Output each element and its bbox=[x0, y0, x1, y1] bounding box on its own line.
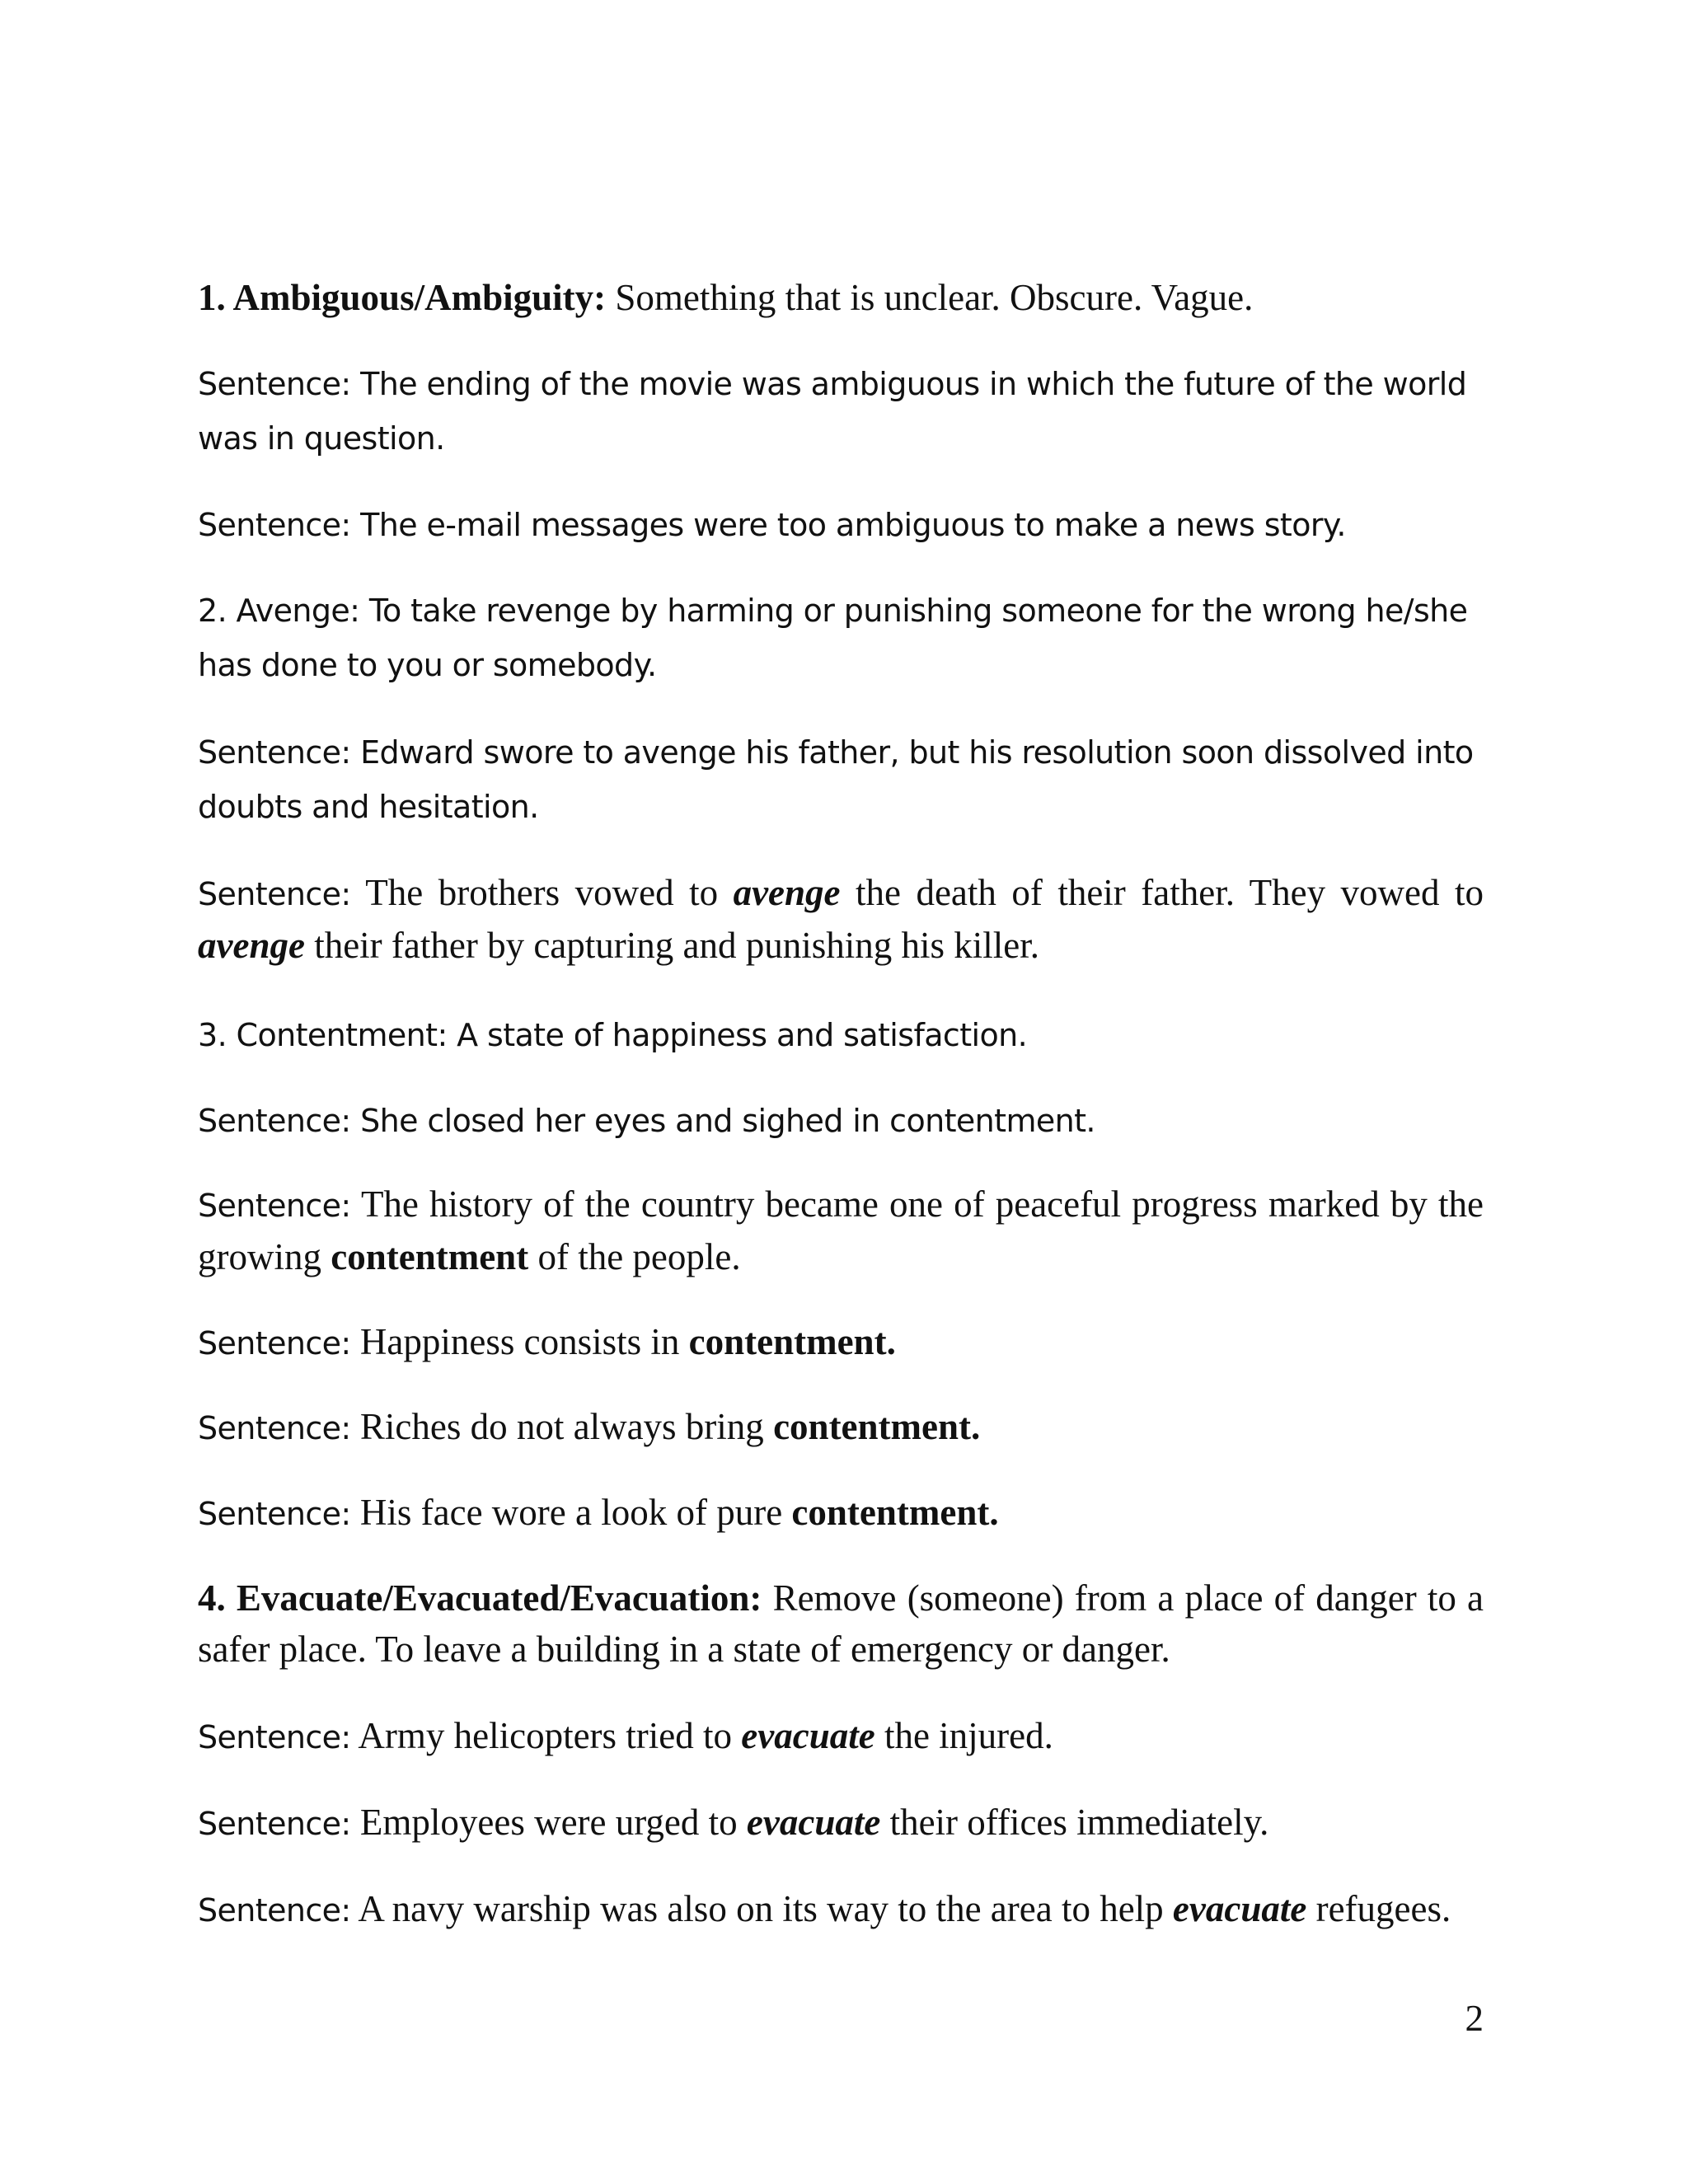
sentence-text: His face wore a look of pure bbox=[350, 1492, 792, 1533]
entry-contentment-heading: 3. Contentment: A state of happiness and satisfaction. bbox=[198, 1017, 1028, 1053]
sentence-label: Sentence: bbox=[198, 876, 351, 912]
keyword: evacuate bbox=[1172, 1888, 1307, 1929]
example-sentence bbox=[198, 1797, 1484, 1849]
keyword: contentment. bbox=[773, 1406, 981, 1447]
sentence-text: Army helicopters tried to bbox=[350, 1715, 742, 1756]
example-sentence bbox=[198, 1487, 1484, 1540]
sentence-label: Sentence: bbox=[198, 1325, 351, 1361]
sentence-label: Sentence: bbox=[198, 1719, 351, 1755]
keyword: avenge bbox=[733, 872, 841, 913]
sentence-label: Sentence: bbox=[198, 1188, 351, 1224]
keyword: contentment. bbox=[791, 1492, 999, 1533]
sentence-text: their offices immediately. bbox=[880, 1802, 1269, 1843]
keyword: contentment bbox=[331, 1236, 529, 1277]
sentence-text: refugees. bbox=[1306, 1888, 1451, 1929]
sentence-text: Riches do not always bring bbox=[350, 1406, 774, 1447]
sentence-text: Happiness consists in bbox=[350, 1321, 689, 1362]
example-sentence: Sentence: Edward swore to avenge his father, but his resolution soon dissolved into doubts and hesitation. bbox=[198, 734, 1474, 825]
sentence-text: The brothers vowed to bbox=[350, 872, 734, 913]
keyword: avenge bbox=[198, 925, 305, 966]
example-sentence bbox=[198, 867, 1484, 971]
entry-ambiguous-heading bbox=[198, 272, 1484, 323]
sentence-label: Sentence: bbox=[198, 1410, 351, 1446]
page-number: 2 bbox=[1465, 1998, 1484, 2039]
sentence-text: A navy warship was also on its way to the area to help bbox=[350, 1888, 1173, 1929]
example-sentence: Sentence: The ending of the movie was ambiguous in which the future of the world was in question. bbox=[198, 366, 1467, 457]
term-definition: Something that is unclear. Obscure. Vague. bbox=[606, 277, 1254, 318]
example-sentence bbox=[198, 1710, 1484, 1763]
sentence-text: of the people. bbox=[528, 1236, 741, 1277]
term-definition: Remove (someone) from a place of danger to a safer place. To leave a building in a state of emergency or danger. bbox=[198, 1577, 1484, 1670]
example-sentence bbox=[198, 1316, 1484, 1369]
example-sentence bbox=[198, 1179, 1484, 1282]
sentence-text: Employees were urged to bbox=[350, 1802, 747, 1843]
example-sentence: Sentence: She closed her eyes and sighed in contentment. bbox=[198, 1103, 1095, 1139]
entry-avenge-heading: 2. Avenge: To take revenge by harming or punishing someone for the wrong he/she has done to you or somebody. bbox=[198, 593, 1468, 683]
sentence-text: the injured. bbox=[874, 1715, 1053, 1756]
term-label: 1. Ambiguous/Ambiguity: bbox=[198, 277, 607, 318]
example-sentence bbox=[198, 1401, 1484, 1454]
example-sentence: Sentence: The e-mail messages were too ambiguous to make a news story. bbox=[198, 507, 1346, 543]
example-sentence bbox=[198, 1883, 1484, 1936]
sentence-label: Sentence: bbox=[198, 1892, 351, 1929]
sentence-text: their father by capturing and punishing his killer. bbox=[304, 925, 1040, 966]
sentence-text: the death of their father. They vowed to bbox=[840, 872, 1484, 913]
sentence-label: Sentence: bbox=[198, 1496, 351, 1532]
keyword: evacuate bbox=[746, 1802, 881, 1843]
sentence-text: The history of the country became one of peaceful progress marked by the growing bbox=[198, 1183, 1484, 1277]
term-label: 4. Evacuate/Evacuated/Evacuation: bbox=[198, 1577, 762, 1619]
keyword: evacuate bbox=[741, 1715, 875, 1756]
entry-evacuate-heading bbox=[198, 1572, 1484, 1675]
sentence-label: Sentence: bbox=[198, 1806, 351, 1842]
keyword: contentment. bbox=[688, 1321, 896, 1362]
